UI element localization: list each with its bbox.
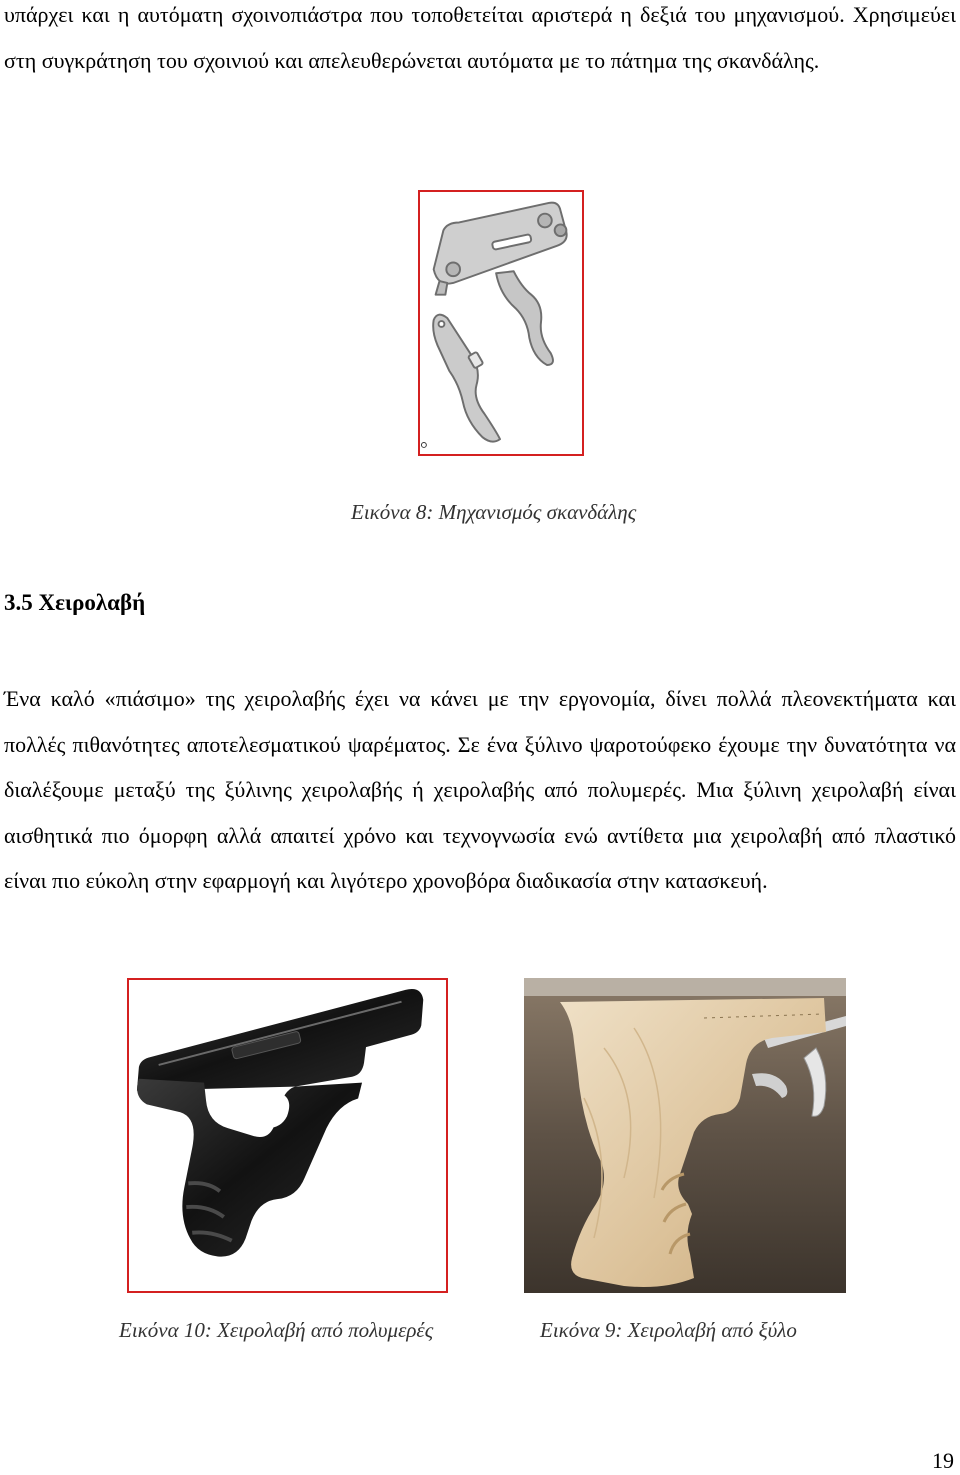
figure-10-caption: Εικόνα 10: Χειρολαβή από πολυμερές [119, 1318, 434, 1342]
section-heading: 3.5 Χειρολαβή [4, 590, 146, 615]
figure-8-caption: Εικόνα 8: Μηχανισμός σκανδάλης [351, 500, 637, 524]
polymer-grip-image [127, 978, 448, 1293]
wooden-grip-image [524, 978, 846, 1293]
body-paragraph-main: Ένα καλό «πιάσιμο» της χειρολαβής έχει να κάνει με την εργονομία, δίνει πολλά πλεονεκτήματα και πολλές πιθανότητες αποτελεσματικού ψαρέματος. Σε ένα ξύλινο ψαροτούφεκο έχουμε την δυνατότητα να διαλέξουμε μεταξύ της ξύλινης χειρολαβής ή χειρολαβής από πολυμερές. Μια ξύλινη χειρολαβή είναι αισθητικά πιο όμορφη αλλά απαιτεί χρόνο και τεχνογνωσία ενώ αντίθετα μια χειρολαβή από πλαστικό είναι πιο εύκολη στην εφαρμογή και λιγότερο χρονοβόρα διαδικασία στην κατασκευή. [4, 686, 956, 893]
body-paragraph-top: υπάρχει και η αυτόματη σχοινοπιάστρα που τοποθετείται αριστερά η δεξιά του μηχανισμού. Χρησιμεύει στη συγκράτηση του σχοινιού και απελευθερώνεται αυτόματα με το πάτημα της σκανδάλης. [4, 2, 956, 73]
trigger-mechanism-image [418, 190, 584, 456]
figure-9-caption: Εικόνα 9: Χειρολαβή από ξύλο [540, 1318, 797, 1342]
page-number: 19 [932, 1448, 954, 1473]
